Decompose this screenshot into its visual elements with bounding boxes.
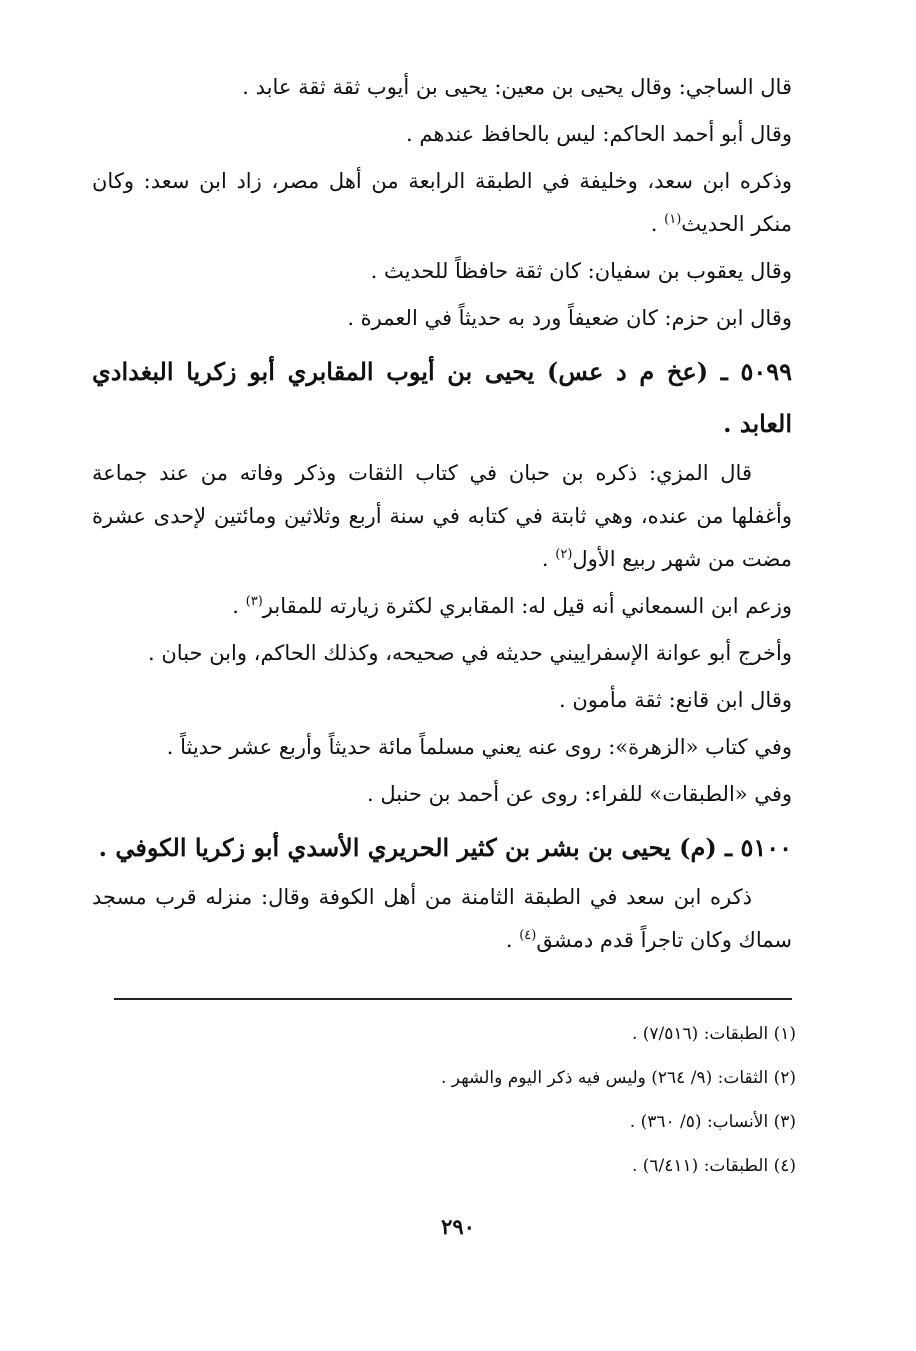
footnote-2: (٢) الثقات: (٩/ ٢٦٤) وليس فيه ذكر اليوم والشهر . [441,1068,796,1088]
entry-heading-5099: ٥٠٩٩ ـ (عخ م د عس) يحيى بن أيوب المقابري أبو زكريا البغدادي العابد . [92,357,792,438]
paragraph-ibn-saad [92,160,792,246]
paragraph-zahra: وفي كتاب «الزهرة»: روى عنه يعني مسلماً مائة حديثاً وأربع عشر حديثاً . [166,735,792,759]
footnote-mark-3: (٣) [245,594,263,609]
end-punct: . [541,547,556,571]
paragraph-ibn-saad-kufa-text: ذكره ابن سعد في الطبقة الثامنة من أهل الكوفة وقال: منزله قرب مسجد سماك وكان تاجراً قدم دمشق [92,885,792,952]
paragraph-mizzi-text: قال المزي: ذكره بن حبان في كتاب الثقات وذكر وفاته من عند جماعة وأغفلها من عنده، وهي ثابتة في كتابه في سنة أربع وثلاثين ومائتين لإحدى عشرة مضت من شهر ربيع الأول [92,461,792,571]
paragraph-samani-text: وزعم ابن السمعاني أنه قيل له: المقابري لكثرة زيارته للمقابر [262,594,792,618]
footnote-mark-4: (٤) [519,928,537,943]
entry-heading-5100: ٥١٠٠ ـ (م) يحيى بن بشر بن كثير الحريري الأسدي أبو زكريا الكوفي . [98,833,792,862]
footnotes [120,1012,796,1188]
paragraph-ibn-saad-kufa [92,876,792,962]
paragraph-samani [92,585,792,628]
paragraph-mizzi [92,452,792,581]
paragraph-ibn-qani: وقال ابن قانع: ثقة مأمون . [559,688,792,712]
page-number: ٢٩٠ [441,1214,475,1239]
footnote-mark-1: (١) [664,212,682,227]
footnote-3: (٣) الأنساب: (٥/ ٣٦٠) . [629,1112,796,1132]
footnote-4: (٤) الطبقات: (٦/٤١١) . [631,1156,796,1176]
footnote-divider [114,998,792,1000]
paragraph-hakim: وقال أبو أحمد الحاكم: ليس بالحافظ عندهم . [406,122,792,146]
paragraph-saji: قال الساجي: وقال يحيى بن معين: يحيى بن أيوب ثقة ثقة عابد . [242,75,792,99]
end-punct: . [505,928,520,952]
paragraph-yaqub: وقال يعقوب بن سفيان: كان ثقة حافظاً للحديث . [370,259,792,283]
footnote-1: (١) الطبقات: (٧/٥١٦) . [631,1024,796,1044]
paragraph-ibn-hazm: وقال ابن حزم: كان ضعيفاً ورد به حديثاً في العمرة . [347,306,792,330]
paragraph-farra: وفي «الطبقات» للفراء: روى عن أحمد بن حنبل . [367,782,792,806]
paragraph-abu-awana: وأخرج أبو عوانة الإسفراييني حديثه في صحيحه، وكذلك الحاكم، وابن حبان . [148,641,792,665]
footnote-mark-2: (٢) [555,547,573,562]
paragraph-ibn-saad-text: وذكره ابن سعد، وخليفة في الطبقة الرابعة من أهل مصر، زاد ابن سعد: وكان منكر الحديث [92,169,792,236]
main-text [92,66,792,966]
end-punct: . [232,594,246,618]
end-punct: . [650,212,665,236]
